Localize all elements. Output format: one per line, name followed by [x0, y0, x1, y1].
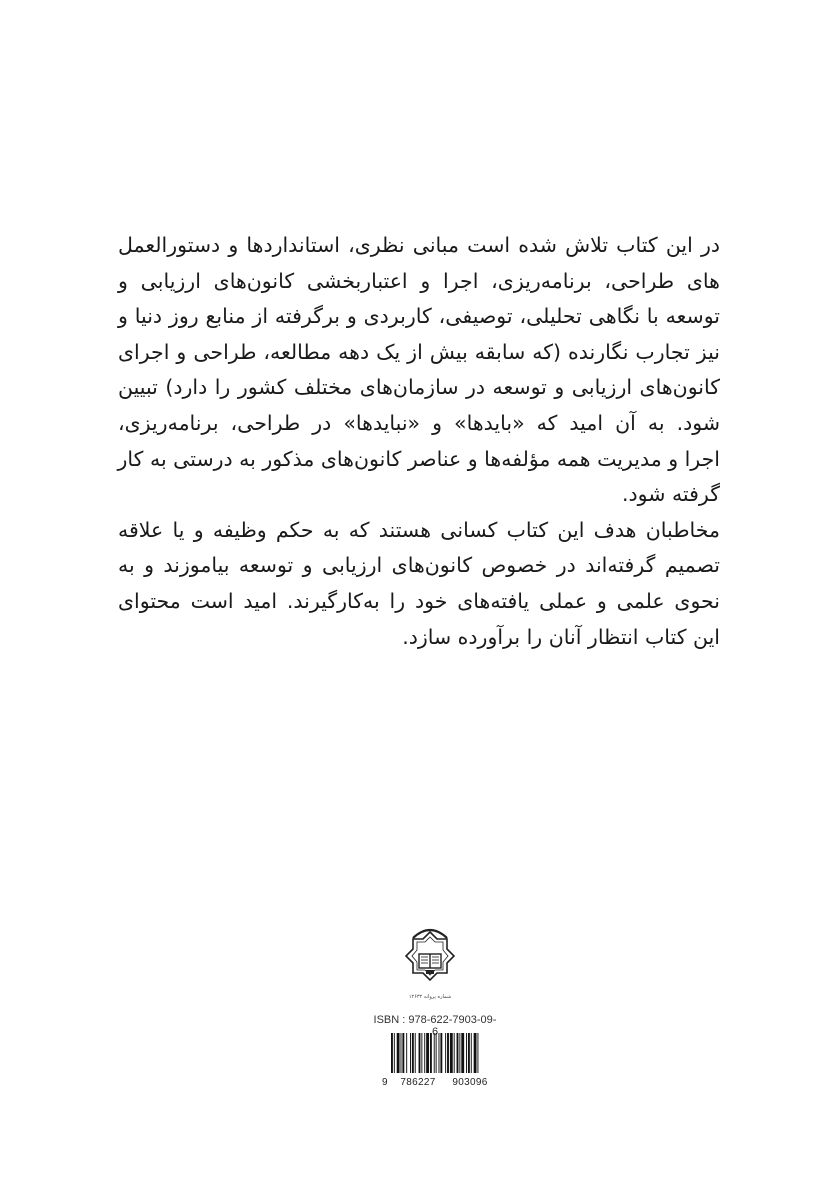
barcode-left-group: 786227	[400, 1077, 436, 1088]
blurb-line: کانون‌های ارزیابی و توسعه در سازمان‌های مختلف کشور را دارد) تبیین	[118, 375, 720, 400]
barcode-bar	[436, 1033, 437, 1073]
blurb-line: اجرا و مدیریت همه مؤلفه‌ها و عناصر کانون‌های مذکور به درستی به کار	[117, 446, 720, 471]
barcode-bar	[406, 1033, 407, 1073]
barcode-bar	[415, 1033, 416, 1073]
barcode-bar	[419, 1033, 421, 1073]
barcode-bar	[468, 1033, 470, 1073]
barcode-bar	[439, 1033, 440, 1073]
blurb-line: تصمیم گرفته‌اند در خصوص کانون‌های ارزیابی و توسعه بیاموزند و به	[118, 553, 720, 578]
barcode-bar	[450, 1033, 453, 1073]
blurb-line: در این کتاب تلاش شده است مبانی نظری، استانداردها و دستورالعمل	[118, 233, 720, 257]
blurb-line: نیز تجارب نگارنده (که سابقه بیش از یک دهه مطالعه، طراحی و اجرای	[118, 339, 720, 364]
back-cover-blurb	[118, 228, 720, 655]
barcode-bar	[421, 1033, 422, 1073]
blurb-line: این کتاب انتظار آنان را برآورده سازد.	[402, 624, 720, 649]
barcode-bar	[466, 1033, 467, 1073]
blurb-line: های طراحی، برنامه‌ریزی، اجرا و اعتباربخشی کانون‌های ارزیابی و	[118, 268, 720, 293]
barcode-bar	[391, 1033, 393, 1073]
barcode-bar	[430, 1033, 432, 1073]
barcode-bar	[474, 1033, 477, 1073]
barcode-bar	[440, 1033, 442, 1073]
barcode-bars	[381, 1033, 501, 1077]
barcode-lead-digit: 9	[382, 1077, 388, 1088]
barcode-bar	[454, 1033, 455, 1073]
barcode-bar	[459, 1033, 460, 1073]
blurb-line: گرفته شود.	[622, 482, 720, 507]
isbn-label: ISBN : 978-622-7903-09-6	[373, 1014, 497, 1038]
barcode-bar	[401, 1033, 402, 1073]
barcode-bar	[477, 1033, 478, 1073]
barcode-bar	[426, 1033, 429, 1073]
blurb-line: شود. به آن امید که «بایدها» و «نبایدها» در طراحی، برنامه‌ریزی،	[118, 410, 720, 435]
barcode-bar	[447, 1033, 449, 1073]
blurb-line: مخاطبان هدف این کتاب کسانی هستند که به حکم وظیفه و یا علاقه	[118, 517, 720, 542]
barcode-bar	[410, 1033, 411, 1073]
barcode-bar	[457, 1033, 459, 1073]
blurb-line: توسعه با نگاهی تحلیلی، توصیفی، کاربردی و برگرفته از منابع روز دنیا و	[118, 304, 720, 329]
book-star-emblem-icon	[404, 918, 456, 998]
publisher-license: شماره پروانه ۱۲۶۳۲	[408, 994, 452, 1000]
barcode-bar	[402, 1033, 404, 1073]
barcode-right-group: 903096	[452, 1077, 488, 1088]
blurb-line: نحوی علمی و عملی یافته‌های خود را به‌کارگیرند. امید است محتوای	[118, 588, 720, 613]
barcode-bar	[394, 1033, 395, 1073]
barcode-bar	[445, 1033, 446, 1073]
barcode-bar	[461, 1033, 464, 1073]
publisher-logo	[404, 918, 456, 998]
barcode-bar	[471, 1033, 472, 1073]
barcode-bar	[412, 1033, 414, 1073]
barcode-bar	[397, 1033, 400, 1073]
barcode-bar	[434, 1033, 435, 1073]
barcode-bar	[424, 1033, 425, 1073]
